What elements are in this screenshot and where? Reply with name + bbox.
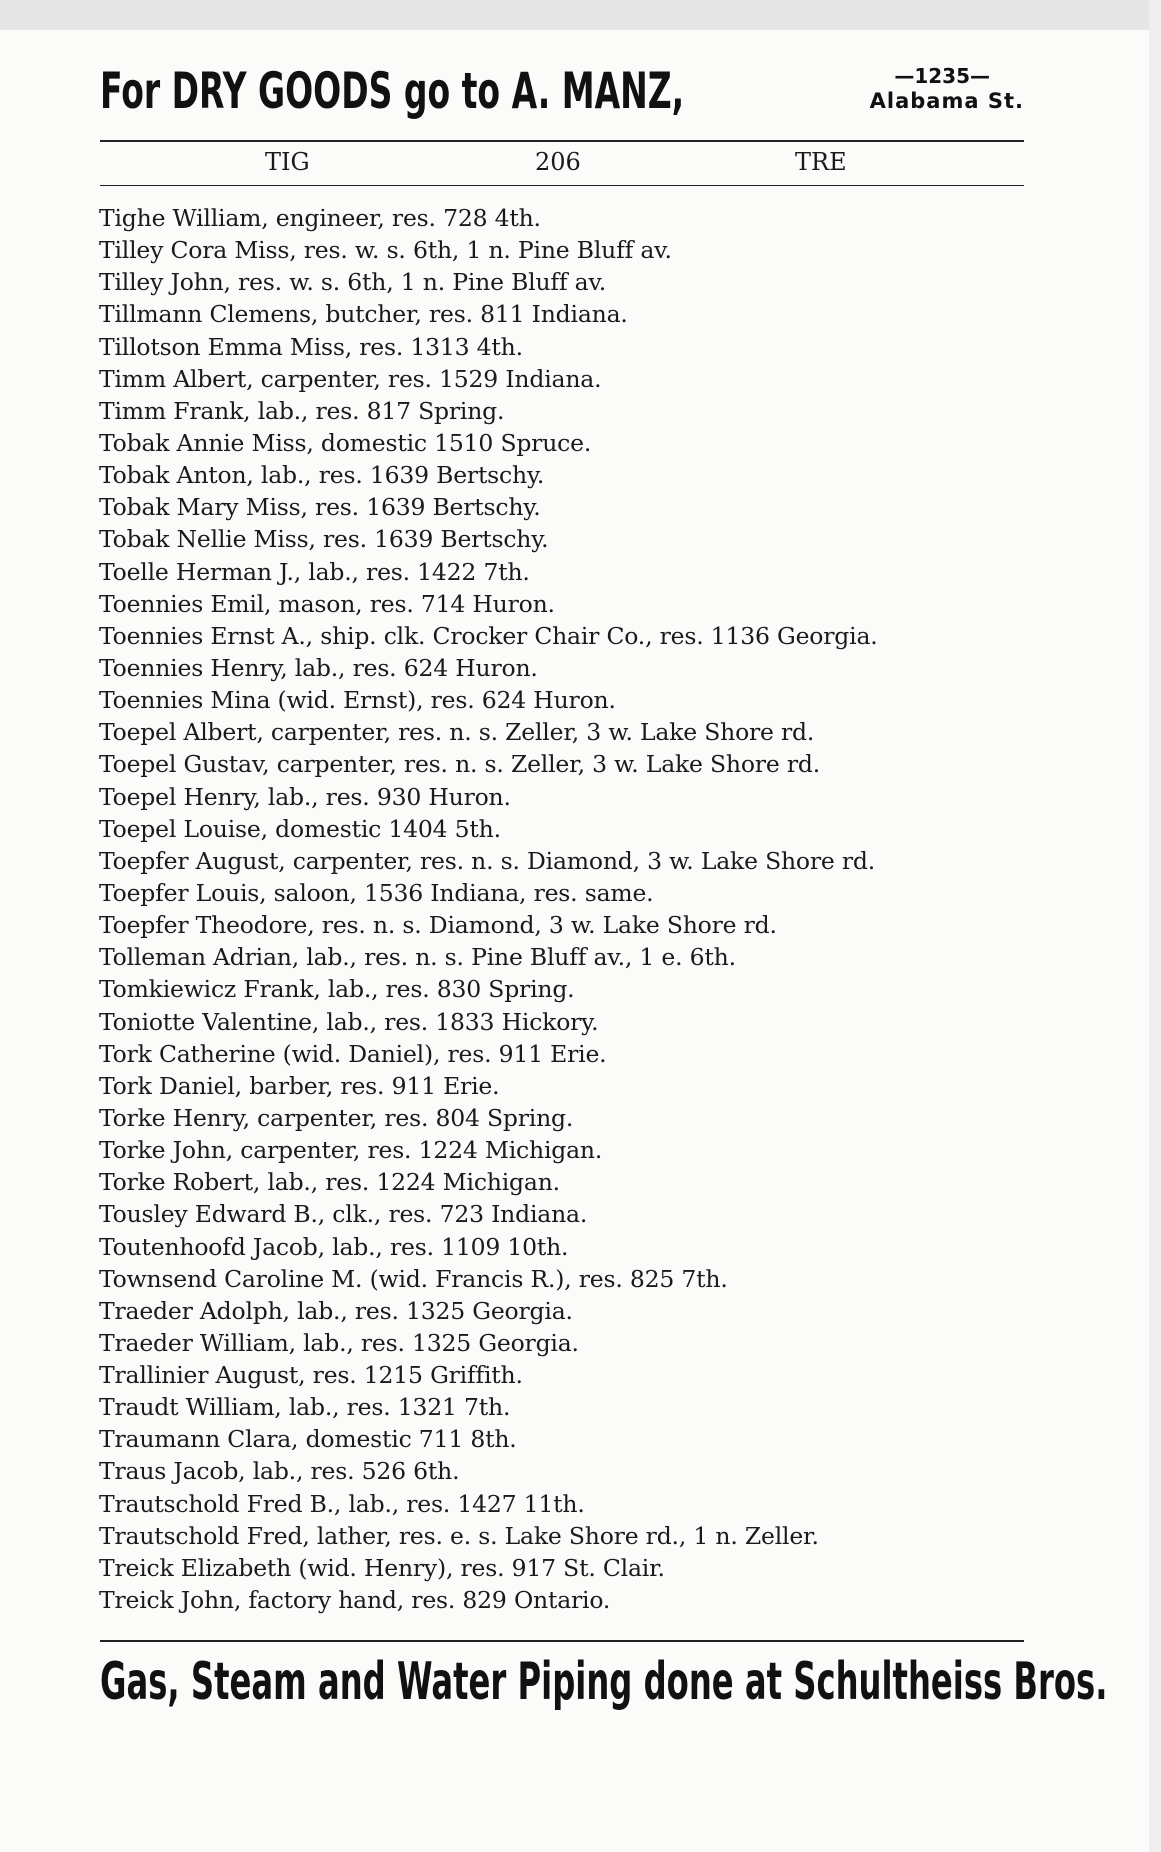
bottom-ad-rule — [100, 1640, 1024, 1642]
top-ad-text: For DRY GOODS go to A. MANZ, — [100, 62, 685, 120]
directory-entry: Tobak Annie Miss, domestic 1510 Spruce. — [99, 428, 592, 457]
directory-entry: Tobak Nellie Miss, res. 1639 Bertschy. — [99, 525, 549, 554]
page-number: 206 — [535, 148, 581, 176]
directory-entry: Tillmann Clemens, butcher, res. 811 Indiana. — [99, 300, 628, 329]
directory-entry: Toniotte Valentine, lab., res. 1833 Hickory. — [99, 1007, 599, 1036]
directory-entry: Trautschold Fred B., lab., res. 1427 11th. — [99, 1489, 585, 1518]
directory-entry: Timm Albert, carpenter, res. 1529 Indiana. — [99, 364, 602, 393]
directory-entry: Traumann Clara, domestic 711 8th. — [99, 1425, 517, 1454]
directory-entry: Toepel Albert, carpenter, res. n. s. Zeller, 3 w. Lake Shore rd. — [99, 718, 815, 747]
directory-entry: Tobak Mary Miss, res. 1639 Bertschy. — [99, 493, 541, 522]
directory-entry: Toennies Ernst A., ship. clk. Crocker Chair Co., res. 1136 Georgia. — [99, 621, 878, 650]
directory-entry: Toennies Henry, lab., res. 624 Huron. — [99, 653, 538, 682]
bottom-advertisement — [100, 1652, 1108, 1722]
directory-entry: Traeder Adolph, lab., res. 1325 Georgia. — [99, 1296, 573, 1325]
directory-entry: Torke Henry, carpenter, res. 804 Spring. — [99, 1103, 574, 1132]
directory-entry: Trautschold Fred, lather, res. e. s. Lake Shore rd., 1 n. Zeller. — [99, 1521, 819, 1550]
top-ad-rule — [100, 140, 1024, 142]
running-head-rule — [100, 185, 1024, 186]
directory-entry: Toennies Mina (wid. Ernst), res. 624 Huron. — [99, 686, 616, 715]
directory-entry: Tobak Anton, lab., res. 1639 Bertschy. — [99, 461, 545, 490]
directory-entry: Tighe William, engineer, res. 728 4th. — [99, 204, 541, 232]
directory-entry: Toepfer August, carpenter, res. n. s. Diamond, 3 w. Lake Shore rd. — [99, 846, 876, 875]
directory-entry: Toennies Emil, mason, res. 714 Huron. — [99, 589, 555, 618]
directory-entry: Tork Catherine (wid. Daniel), res. 911 Erie. — [99, 1039, 607, 1068]
directory-entry: Traudt William, lab., res. 1321 7th. — [99, 1393, 511, 1422]
directory-entry: Timm Frank, lab., res. 817 Spring. — [99, 396, 505, 425]
directory-entry: Townsend Caroline M. (wid. Francis R.), res. 825 7th. — [99, 1264, 728, 1293]
directory-entry: Tilley John, res. w. s. 6th, 1 n. Pine Bluff av. — [99, 268, 607, 297]
directory-entry: Traeder William, lab., res. 1325 Georgia. — [99, 1328, 579, 1357]
directory-entry: Toepel Louise, domestic 1404 5th. — [99, 814, 501, 843]
directory-entries — [99, 202, 1039, 1616]
directory-entry: Tomkiewicz Frank, lab., res. 830 Spring. — [99, 975, 575, 1004]
directory-entry: Torke John, carpenter, res. 1224 Michigan. — [99, 1136, 603, 1165]
directory-entry: Tolleman Adrian, lab., res. n. s. Pine Bluff av., 1 e. 6th. — [99, 943, 736, 972]
running-head — [100, 148, 1024, 182]
running-head-right: TRE — [795, 148, 847, 176]
directory-entry: Toepfer Louis, saloon, 1536 Indiana, res. same. — [99, 878, 654, 907]
scan-top-edge — [0, 0, 1161, 30]
running-head-left: TIG — [265, 148, 310, 176]
directory-entry: Treick John, factory hand, res. 829 Ontario. — [99, 1586, 611, 1615]
directory-entry: Toepfer Theodore, res. n. s. Diamond, 3 w. Lake Shore rd. — [99, 911, 777, 940]
directory-entry: Toutenhoofd Jacob, lab., res. 1109 10th. — [99, 1232, 569, 1261]
top-advertisement — [100, 58, 1024, 130]
scan-right-edge — [1149, 0, 1161, 1852]
bottom-ad-text: Gas, Steam and Water Piping done at Schultheiss Bros. — [100, 1652, 1108, 1712]
directory-entry: Traus Jacob, lab., res. 526 6th. — [99, 1457, 460, 1486]
directory-entry: Treick Elizabeth (wid. Henry), res. 917 St. Clair. — [99, 1553, 665, 1582]
directory-entry: Tillotson Emma Miss, res. 1313 4th. — [99, 332, 523, 361]
directory-entry: Tousley Edward B., clk., res. 723 Indiana. — [99, 1200, 588, 1229]
top-ad-number: —1235— — [894, 64, 990, 88]
directory-entry: Torke Robert, lab., res. 1224 Michigan. — [99, 1168, 560, 1197]
directory-entry: Tork Daniel, barber, res. 911 Erie. — [99, 1071, 500, 1100]
directory-entry: Toepel Henry, lab., res. 930 Huron. — [99, 782, 511, 811]
directory-entry: Toelle Herman J., lab., res. 1422 7th. — [99, 557, 530, 586]
directory-entry: Toepel Gustav, carpenter, res. n. s. Zeller, 3 w. Lake Shore rd. — [99, 750, 820, 779]
directory-entry: Tilley Cora Miss, res. w. s. 6th, 1 n. Pine Bluff av. — [99, 236, 672, 265]
top-ad-address — [814, 64, 1024, 114]
directory-entry: Trallinier August, res. 1215 Griffith. — [99, 1361, 523, 1390]
top-ad-street: Alabama St. — [869, 89, 1024, 113]
